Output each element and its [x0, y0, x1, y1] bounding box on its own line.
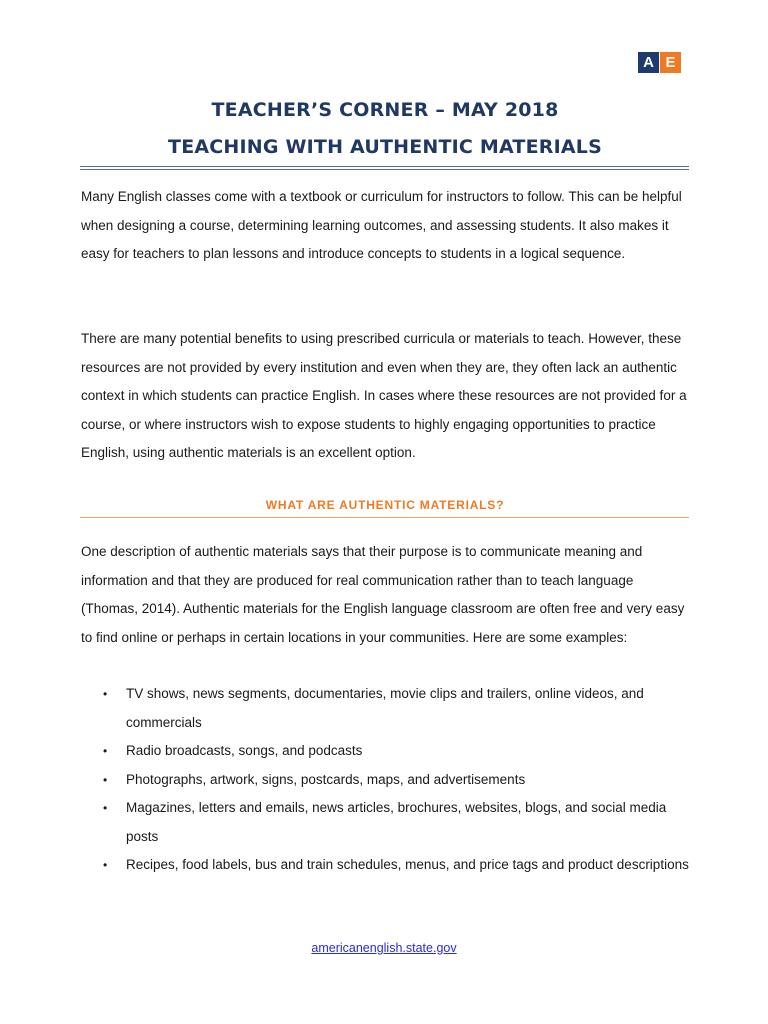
list-item-text: TV shows, news segments, documentaries, movie clips and trailers, online videos, and commercials — [126, 686, 644, 730]
list-item — [81, 737, 691, 766]
section-divider — [80, 517, 689, 518]
page-title-line1: TEACHER’S CORNER – MAY 2018 — [211, 99, 559, 121]
title-divider-bottom — [80, 169, 689, 170]
bullet-icon: • — [103, 772, 108, 787]
ae-logo — [638, 52, 681, 73]
description-paragraph: One description of authentic materials says that their purpose is to communicate meaning and information and that they are produced for real communication rather than to teach language (Thomas, 2014). Authentic materials for the English language classroom are often free and very easy to find online or perhaps in certain locations in your communities. Here are some examples: — [81, 544, 685, 645]
bullet-icon: • — [103, 801, 108, 815]
list-item — [81, 680, 691, 737]
list-item — [81, 794, 691, 851]
bullet-icon: • — [103, 858, 108, 872]
list-item-text: Photographs, artwork, signs, postcards, maps, and advertisements — [126, 771, 526, 787]
footer — [0, 941, 768, 955]
logo-letter-a: A — [638, 52, 659, 73]
title-divider-top — [80, 166, 689, 167]
list-item — [81, 766, 691, 795]
examples-list — [81, 680, 691, 880]
list-item-text: Magazines, letters and emails, news articles, brochures, websites, blogs, and social media posts — [126, 800, 667, 844]
list-item — [81, 851, 691, 880]
bullet-icon: • — [103, 687, 108, 701]
section-heading: WHAT ARE AUTHENTIC MATERIALS? — [265, 498, 505, 512]
list-item-text: Recipes, food labels, bus and train schedules, menus, and price tags and product descriptions — [126, 857, 689, 872]
bullet-icon: • — [103, 744, 108, 758]
page-title-line2: TEACHING WITH AUTHENTIC MATERIALS — [168, 136, 602, 158]
list-item-text: Radio broadcasts, songs, and podcasts — [126, 743, 363, 758]
benefits-paragraph: There are many potential benefits to using prescribed curricula or materials to teach. However, these resources are not provided by every institution and even when they are, they often lack an authentic context in which students can practice English. In cases where these resources are not provided for a course, or where instructors wish to expose students to highly engaging opportunities to practice English, using authentic materials is an excellent option. — [81, 331, 687, 460]
footer-link[interactable]: americanenglish.state.gov — [311, 941, 457, 955]
intro-paragraph: Many English classes come with a textbook or curriculum for instructors to follow. This can be helpful when designing a course, determining learning outcomes, and assessing students. It also makes it easy for teachers to plan lessons and introduce concepts to students in a logical sequence. — [81, 189, 682, 261]
logo-letter-e: E — [660, 52, 681, 73]
